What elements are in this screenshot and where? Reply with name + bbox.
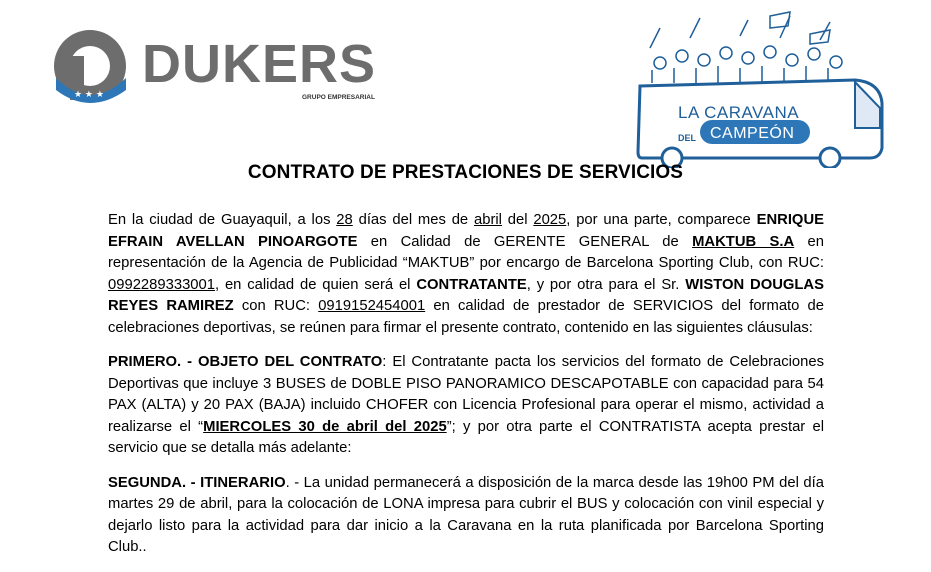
intro-text: días del mes de: [352, 212, 474, 228]
intro-text: en Calidad de GERENTE GENERAL de: [357, 233, 693, 250]
contract-month: abril: [473, 212, 502, 228]
company-name: MAKTUB S.A: [692, 233, 795, 250]
contractor-name: ENRIQUE EFRAIN AVELLAN PINOARGOTE: [108, 212, 824, 250]
intro-text: con RUC:: [233, 298, 319, 314]
brand-name: DUKERS: [142, 34, 377, 94]
document-body: [108, 210, 824, 572]
clause-first-text: : El Contratante pacta los servicios del formato de Celebraciones Deportivas que incluye 3 BUSES de DOBLE PISO PANORAMICO DESCAPOTABLE con capacidad para 54 PAX (ALTA) y 20 PAX (BAJA) incluido CHOFER con Licencia Profesional para operar el mismo, actividad a realizarse el “: [108, 354, 824, 435]
intro-text: , y por otra para el Sr.: [526, 276, 686, 293]
intro-text: del: [501, 212, 534, 228]
svg-text:★ ★ ★: ★ ★ ★: [74, 90, 104, 100]
caravana-line2: DEL: [678, 133, 696, 143]
bus-illustration-icon: [630, 8, 890, 168]
clause-first-text: ”; y por otra parte el CONTRATISTA acepta prestar el servicio que se detalla más adelante:: [108, 418, 825, 456]
intro-text: en representación de la Agencia de Publicidad “MAKTUB” por encargo de Barcelona Sporting Club, con RUC:: [108, 233, 825, 271]
event-date: MIERCOLES 30 de abril del 2025: [203, 418, 447, 435]
intro-text: , en calidad de quien será el: [214, 276, 417, 293]
intro-paragraph: [108, 210, 824, 339]
caravana-logo: [630, 8, 890, 168]
ruc-contratante: 0992289333001: [108, 276, 215, 293]
contract-day: 28: [336, 212, 353, 228]
brand-tagline: GRUPO EMPRESARIAL: [302, 94, 375, 101]
caravana-line1: LA CARAVANA: [678, 103, 800, 122]
clause-second-heading: SEGUNDA. - ITINERARIO: [108, 474, 286, 491]
ruc-provider: 0919152454001: [318, 298, 426, 314]
dukers-logo: [50, 20, 400, 110]
intro-text: en calidad de prestador de SERVICIOS del formato de celebraciones deportivas, se reúnen para firmar el presente contrato, contenido en las siguientes cláusulas:: [108, 298, 824, 336]
clause-first: [108, 352, 824, 460]
provider-name: WISTON DOUGLAS REYES RAMIREZ: [108, 276, 824, 314]
role-contratante: CONTRATANTE: [416, 276, 527, 293]
intro-text: , por una parte, comparece: [566, 212, 757, 228]
caravana-line3: CAMPEÓN: [710, 125, 795, 142]
document-title: CONTRATO DE PRESTACIONES DE SERVICIOS: [247, 162, 684, 183]
contract-year: 2025: [533, 212, 567, 228]
clause-first-heading: PRIMERO. - OBJETO DEL CONTRATO: [108, 354, 383, 370]
clause-second-text: . - La unidad permanecerá a disposición de la marca desde las 19h00 PM del día martes 29 de abril, para la colocación de LONA impresa para cubrir el BUS y colocación con vinil especial y dejarlo listo para la actividad para dar inicio a la Caravana en la ruta planificada por Barcelona Sporting Club..: [108, 474, 824, 555]
clause-second: [108, 473, 824, 559]
intro-text: En la ciudad de Guayaquil, a los: [108, 212, 337, 228]
